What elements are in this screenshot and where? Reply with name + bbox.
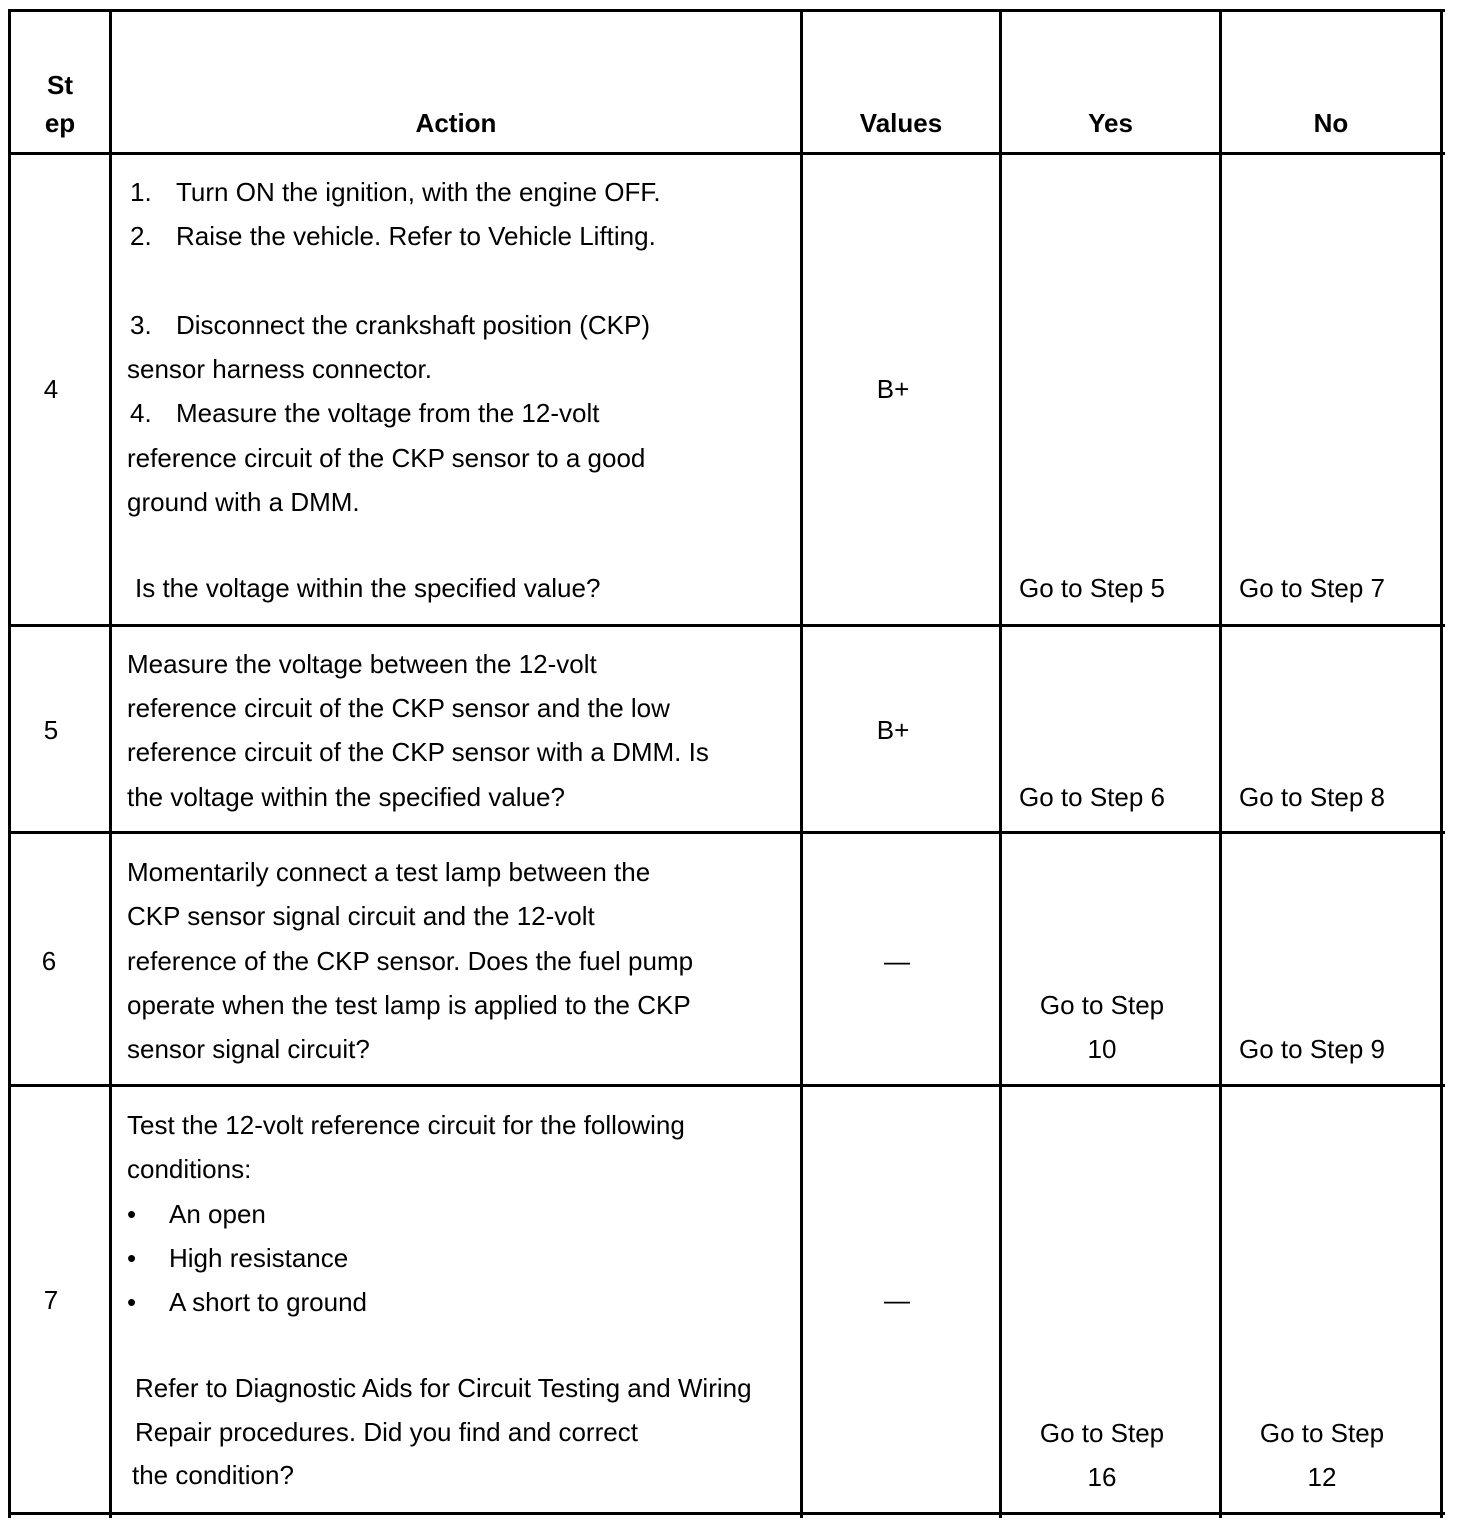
- column-divider: [999, 9, 1002, 1518]
- action-line: Refer to Diagnostic Aids for Circuit Testing and Wiring: [135, 1373, 752, 1403]
- table-border-bottom: [8, 1512, 1445, 1515]
- value-cell: —: [884, 1285, 910, 1315]
- action-line: the condition?: [132, 1460, 294, 1490]
- action-item: 1. Turn ON the ignition, with the engine OFF.: [130, 177, 661, 207]
- action-line: operate when the test lamp is applied to the CKP: [127, 990, 691, 1020]
- action-line: reference circuit of the CKP sensor and the low: [127, 693, 670, 723]
- action-line: conditions:: [127, 1154, 252, 1184]
- value-cell: B+: [876, 715, 910, 745]
- action-line: sensor signal circuit?: [127, 1034, 370, 1064]
- header-values: Values: [859, 108, 943, 138]
- yes-cell: Go to Step 16: [1039, 1418, 1165, 1492]
- action-line: Repair procedures. Did you find and correct: [135, 1417, 638, 1447]
- bullet-item: • An open: [127, 1199, 266, 1229]
- step-number: 4: [43, 374, 59, 404]
- bullet-item: • High resistance: [127, 1243, 349, 1273]
- row-divider: [8, 1084, 1445, 1087]
- action-line: Momentarily connect a test lamp between the: [127, 857, 651, 887]
- action-line: the voltage within the specified value?: [127, 782, 565, 812]
- header-no: No: [1313, 108, 1349, 138]
- no-cell: Go to Step 12: [1259, 1418, 1385, 1492]
- yes-cell: Go to Step 6: [1019, 782, 1165, 812]
- header-step: St ep: [44, 70, 76, 138]
- table-border-right: [1440, 9, 1443, 1518]
- no-cell: Go to Step 9: [1239, 1034, 1385, 1064]
- action-item: 3. Disconnect the crankshaft position (CKP): [130, 310, 650, 340]
- header-yes: Yes: [1088, 108, 1133, 138]
- action-item-continuation: sensor harness connector.: [127, 354, 432, 384]
- column-divider: [109, 9, 112, 1518]
- value-cell: —: [884, 946, 910, 976]
- step-number: 6: [41, 946, 57, 976]
- no-cell: Go to Step 7: [1239, 573, 1385, 603]
- bullet-item: • A short to ground: [127, 1287, 368, 1317]
- table-border-top: [8, 9, 1445, 12]
- no-cell: Go to Step 8: [1239, 782, 1385, 812]
- yes-cell: Go to Step 5: [1019, 573, 1165, 603]
- yes-cell: Go to Step 10: [1039, 990, 1165, 1064]
- header-action: Action: [415, 108, 497, 138]
- action-line: Measure the voltage between the 12-volt: [127, 649, 597, 679]
- action-item-continuation: reference circuit of the CKP sensor to a good: [127, 443, 646, 473]
- action-item: 4. Measure the voltage from the 12-volt: [130, 398, 600, 428]
- row-divider: [8, 831, 1445, 834]
- action-line: reference circuit of the CKP sensor with a DMM. Is: [127, 737, 709, 767]
- bullet-icon: •: [127, 1287, 137, 1317]
- action-line: CKP sensor signal circuit and the 12-volt: [127, 901, 595, 931]
- action-item: 2. Raise the vehicle. Refer to Vehicle Lifting.: [130, 221, 656, 251]
- bullet-icon: •: [127, 1199, 137, 1229]
- action-question: Is the voltage within the specified value?: [135, 573, 601, 603]
- header-divider: [8, 152, 1445, 155]
- action-line: Test the 12-volt reference circuit for the following: [127, 1110, 685, 1140]
- value-cell: B+: [876, 374, 910, 404]
- column-divider: [1219, 9, 1222, 1518]
- step-number: 5: [43, 715, 59, 745]
- action-line: reference of the CKP sensor. Does the fuel pump: [127, 946, 694, 976]
- action-item-continuation: ground with a DMM.: [127, 487, 360, 517]
- step-number: 7: [43, 1285, 59, 1315]
- bullet-icon: •: [127, 1243, 137, 1273]
- row-divider: [8, 624, 1445, 627]
